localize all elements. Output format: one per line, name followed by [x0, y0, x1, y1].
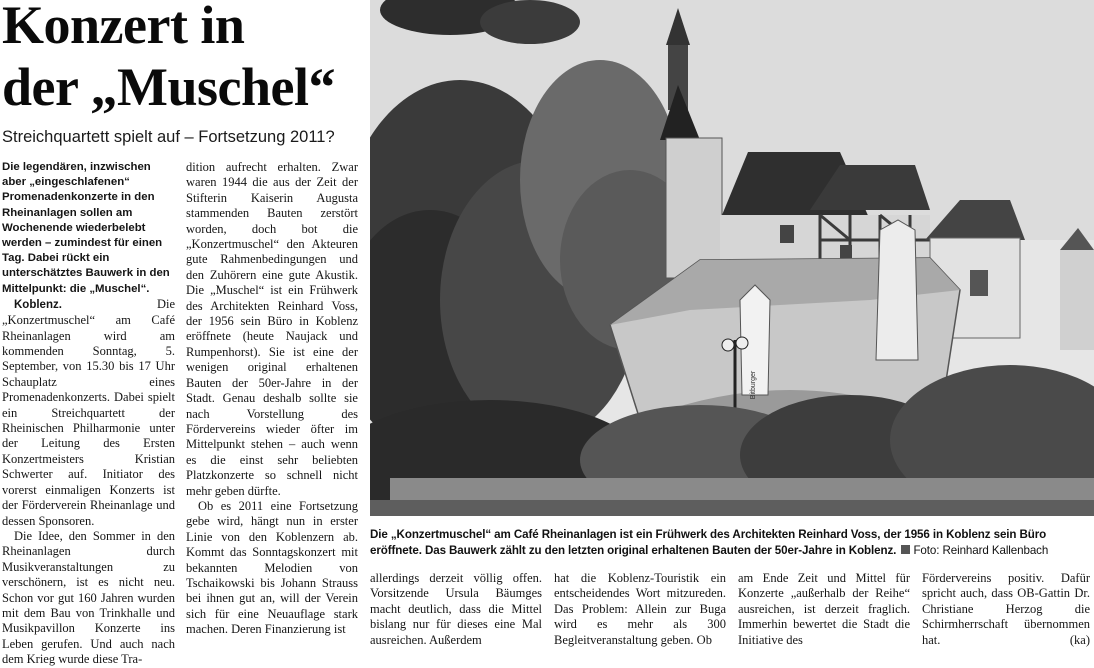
article-column-6 — [922, 571, 1090, 648]
article-paragraph-8 — [922, 571, 1090, 648]
article-paragraph-2: Die Idee, den Sommer in den Rheinanlagen durch Musikveranstaltungen zu verschönern, ist es nicht neu. Schon vor gut 160 Jahren wurden mit dem Bau von Trinkhalle und Musikpavillon Konzerte ins Leben gerufen. Und auch nach dem Krieg wurde diese Tra- — [2, 528, 175, 667]
article-column-1 — [2, 160, 175, 668]
article-column-3 — [370, 571, 542, 648]
author-initials: (ka) — [1069, 632, 1090, 647]
article-paragraph-5: allerdings derzeit völlig offen. Vorsitzende Ursula Bäumges macht deutlich, dass die Mittel bislang nur für dieses eine Mal ausreichen. Außerdem — [370, 571, 542, 647]
article-column-5 — [738, 571, 910, 648]
photo-caption — [370, 527, 1090, 558]
article-paragraph-3: dition aufrecht erhalten. Zwar waren 1944 die aus der Zeit der Stifterin Kaiserin Augusta stammenden Bauten zerstört worden, doch bot die „Konzertmuschel“ den Akteuren gute Rahmenbedingungen und den Zuhörern eine gute Akustik. Die „Muschel“ ist ein Frühwerk des Architekten Reinhard Voss, der 1956 sein Büro in Koblenz eröffnete (heute Naujack und Rumpenhorst). Sie ist eine der wenigen original erhaltenen Bauten der 50er-Jahre in der Stadt. Genau deshalb sollte sie nach Vorstellung des Fördervereins wieder öfter im Mittelpunkt stehen – auch wenn es die einst sehr beliebten Platzkonzerte so schnell nicht mehr geben dürfte. — [186, 160, 358, 498]
headline-line-2: der „Muschel“ — [2, 57, 335, 117]
dateline: Koblenz. — [14, 298, 62, 311]
article-paragraph-6: hat die Koblenz-Touristik ein entscheidendes Wort mitzureden. Das Problem: Allein zur Buga wird es mehr als 300 Begleitveranstaltung geben. Ob — [554, 571, 726, 647]
article-paragraph-1-text: Die „Konzertmuschel“ am Café Rheinanlagen wird am kommenden Sonntag, 5. September, von 15.30 bis 17 Uhr Schauplatz eines Promenadenkonzerts. Dabei spielt ein Streichquartett der Rheinischen Philharmonie unter der Leitung des Ersten Konzertmeisters Kristian Schwerter auf. Initiator des vorerst einmaligen Konzerts ist der Förderverein Rheinanlage und dessen Sponsoren. — [2, 296, 175, 528]
article-paragraph-4: Ob es 2011 eine Fortsetzung gebe wird, hängt nun in erster Linie von den Koblenzern ab. Kommt das Sonntagskonzert mit bekannten Melodien von Tschaikowski bis Johann Strauss bei ihnen gut an, will der Verein sich für eine Neuauflage stark machen. Deren Finanzierung ist — [186, 498, 358, 637]
article-photo — [370, 0, 1094, 516]
article-paragraph-8-text: Fördervereins positiv. Dafür spricht auch, dass OB-Gattin Dr. Christiane Herzog die Schirmherrschaft übernommen hat. — [922, 571, 1090, 647]
photo-caption-text: Die „Konzertmuschel“ am Café Rheinanlagen ist ein Frühwerk des Architekten Reinhard Voss, der 1956 in Koblenz sein Büro eröffnete. Das Bauwerk zählt zu den letzten original erhaltenen Bauten der 50er-Jahre in Koblenz. — [370, 528, 1047, 557]
square-icon — [901, 545, 910, 554]
article-lead: Die legendären, inzwischen aber „eingeschlafenen“ Promenadenkonzerte in den Rheinanlagen sollen am Wochenende wiederbelebt werden – zumindest für einen Tag. Dabei rückt ein unterschätztes Bauwerk in den Mittelpunkt: die „Muschel“. — [2, 161, 170, 295]
concert-shell-photo — [370, 0, 1094, 516]
subheadline: Streichquartett spielt auf – Fortsetzung 2011? — [2, 128, 335, 146]
headline — [2, 0, 370, 118]
article-paragraph-1 — [2, 297, 175, 529]
umbrella-brand-text: Bitburger — [750, 370, 757, 400]
article-paragraph-7: am Ende Zeit und Mittel für Konzerte „außerhalb der Reihe“ ausreichen, ist derzeit fraglich. Immerhin bewertet die Stadt die Initiative des — [738, 571, 910, 647]
headline-line-1: Konzert in — [2, 0, 245, 55]
photo-credit: Foto: Reinhard Kallenbach — [913, 543, 1049, 557]
article-column-2 — [186, 160, 358, 638]
article-column-4 — [554, 571, 726, 648]
